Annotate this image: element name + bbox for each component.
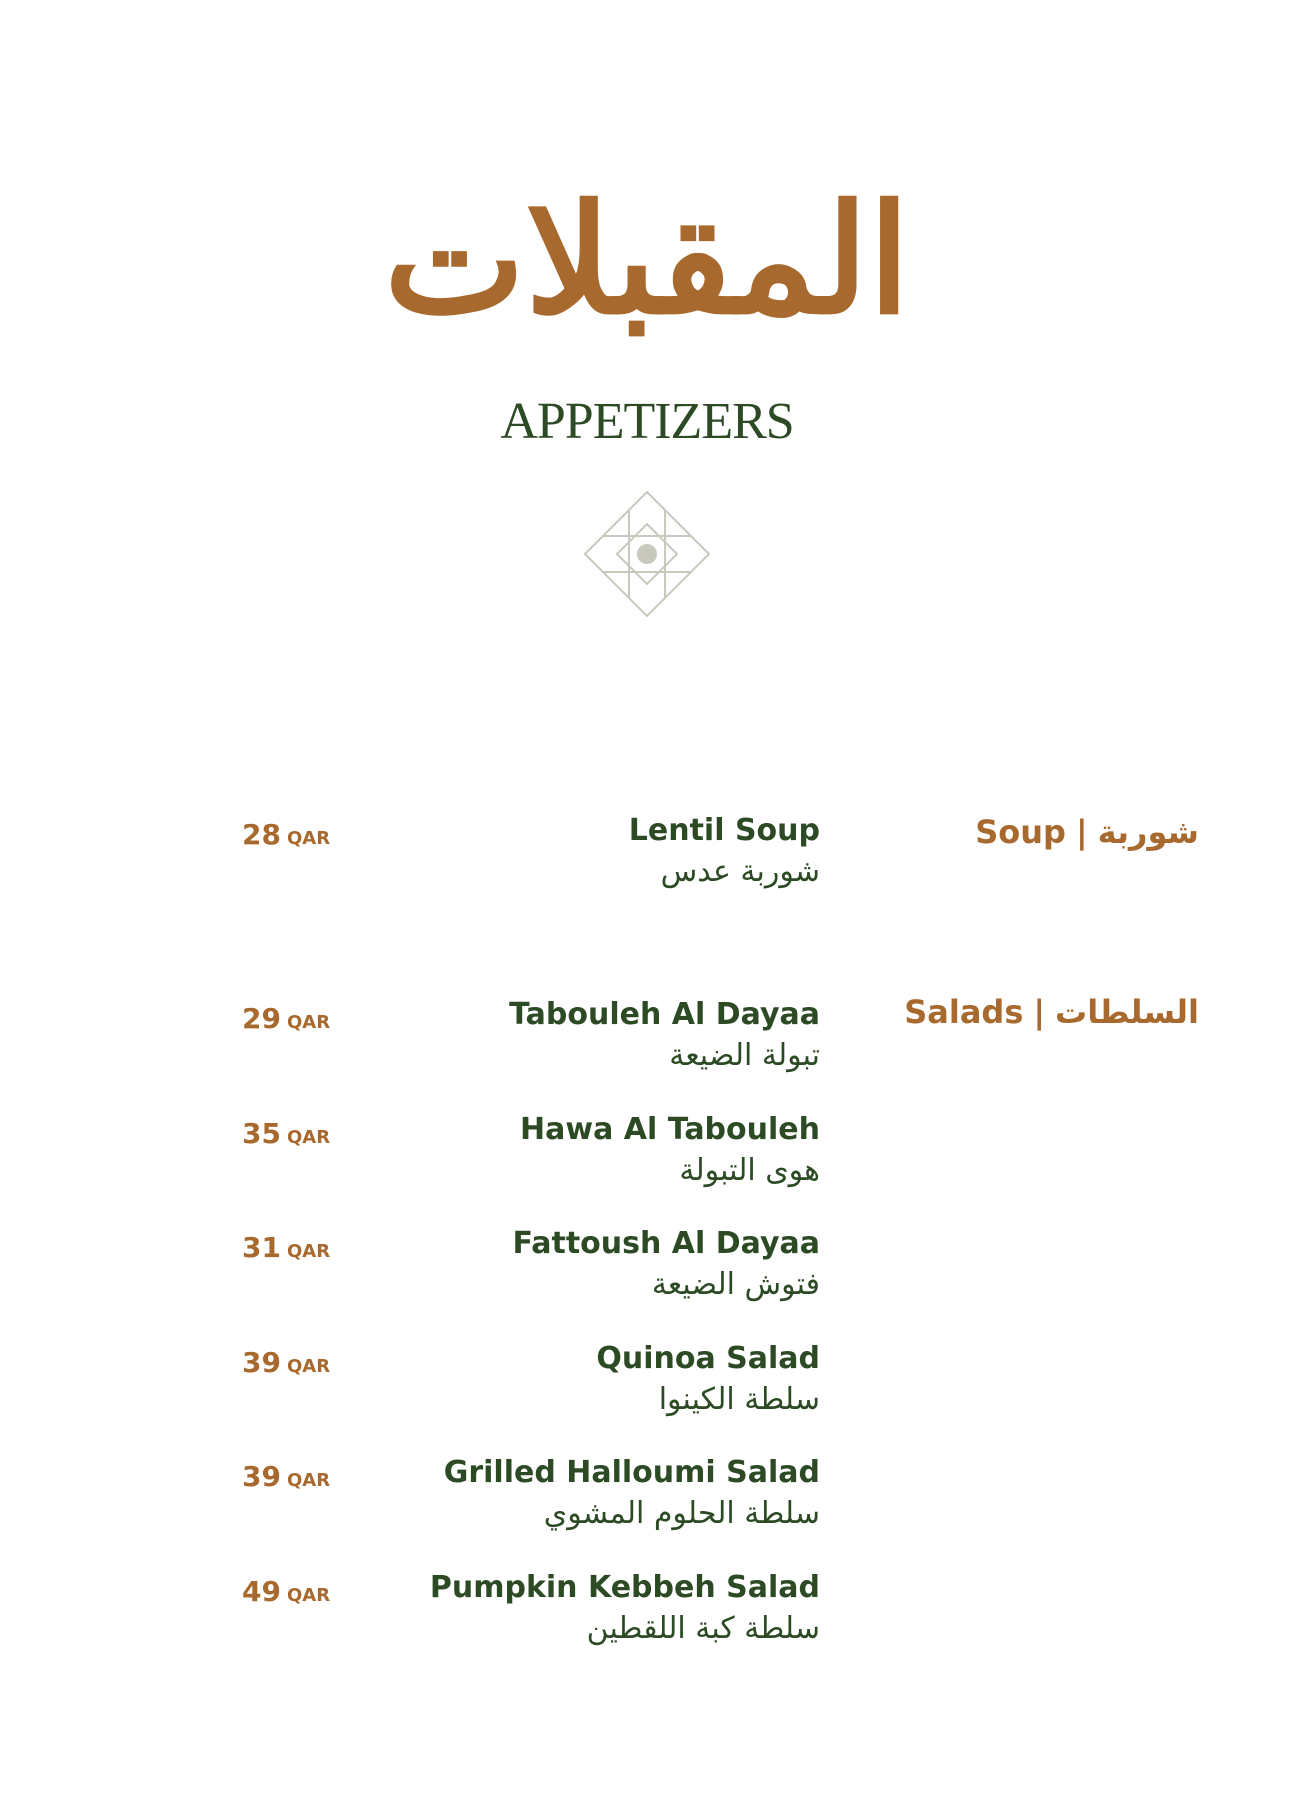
section-separator: | [1075, 813, 1088, 851]
item-name: Pumpkin Kebbeh Salad [429, 1570, 820, 1605]
item-name: Hawa Al Tabouleh [520, 1112, 820, 1147]
item-name-arabic: سلطة الكينوا [658, 1382, 820, 1417]
item-price [242, 818, 330, 851]
item-name-arabic: سلطة الحلوم المشوي [543, 1496, 820, 1531]
item-name-arabic: هوى التبولة [679, 1153, 820, 1188]
item-price [242, 1231, 330, 1264]
section-heading-soup [975, 813, 1199, 851]
price-value: 29 [242, 1002, 281, 1035]
item-name: Grilled Halloumi Salad [443, 1455, 820, 1490]
item-name: Fattoush Al Dayaa [512, 1226, 820, 1261]
price-value: 39 [242, 1460, 281, 1493]
currency-label: QAR [286, 1585, 331, 1606]
currency-label: QAR [286, 1241, 331, 1262]
item-name: Tabouleh Al Dayaa [509, 997, 820, 1032]
section-label-arabic: شوربة [1097, 813, 1199, 851]
section-label: Salads [904, 993, 1024, 1031]
price-value: 49 [242, 1575, 281, 1608]
price-value: 28 [242, 818, 281, 851]
item-price [242, 1117, 330, 1150]
section-label-arabic: السلطات [1055, 993, 1199, 1031]
menu-item [360, 1568, 820, 1650]
section-separator: | [1033, 993, 1046, 1031]
page-title-arabic: المقبلات [384, 172, 910, 348]
price-value: 31 [242, 1231, 281, 1264]
menu-item [360, 1339, 820, 1421]
menu-item [360, 995, 820, 1077]
menu-item [360, 1224, 820, 1306]
currency-label: QAR [286, 1127, 331, 1148]
currency-label: QAR [286, 828, 331, 849]
currency-label: QAR [286, 1470, 331, 1491]
item-price [242, 1460, 330, 1493]
item-price [242, 1575, 330, 1608]
currency-label: QAR [286, 1012, 331, 1033]
price-value: 35 [242, 1117, 281, 1150]
item-name-arabic: فتوش الضيعة [651, 1267, 820, 1302]
menu-item [360, 1110, 820, 1192]
item-price [242, 1002, 330, 1035]
item-price [242, 1346, 330, 1379]
section-heading-salads [904, 993, 1199, 1031]
item-name: Lentil Soup [628, 813, 820, 848]
section-label: Soup [975, 813, 1066, 851]
currency-label: QAR [286, 1356, 331, 1377]
item-name-arabic: سلطة كبة اللقطين [586, 1611, 820, 1646]
ornament-icon [583, 490, 711, 618]
menu-item [360, 811, 820, 893]
menu-item [360, 1453, 820, 1535]
item-name-arabic: شوربة عدس [660, 854, 820, 889]
item-name-arabic: تبولة الضيعة [669, 1038, 820, 1073]
page-title: APPETIZERS [500, 393, 794, 450]
price-value: 39 [242, 1346, 281, 1379]
item-name: Quinoa Salad [596, 1341, 820, 1376]
